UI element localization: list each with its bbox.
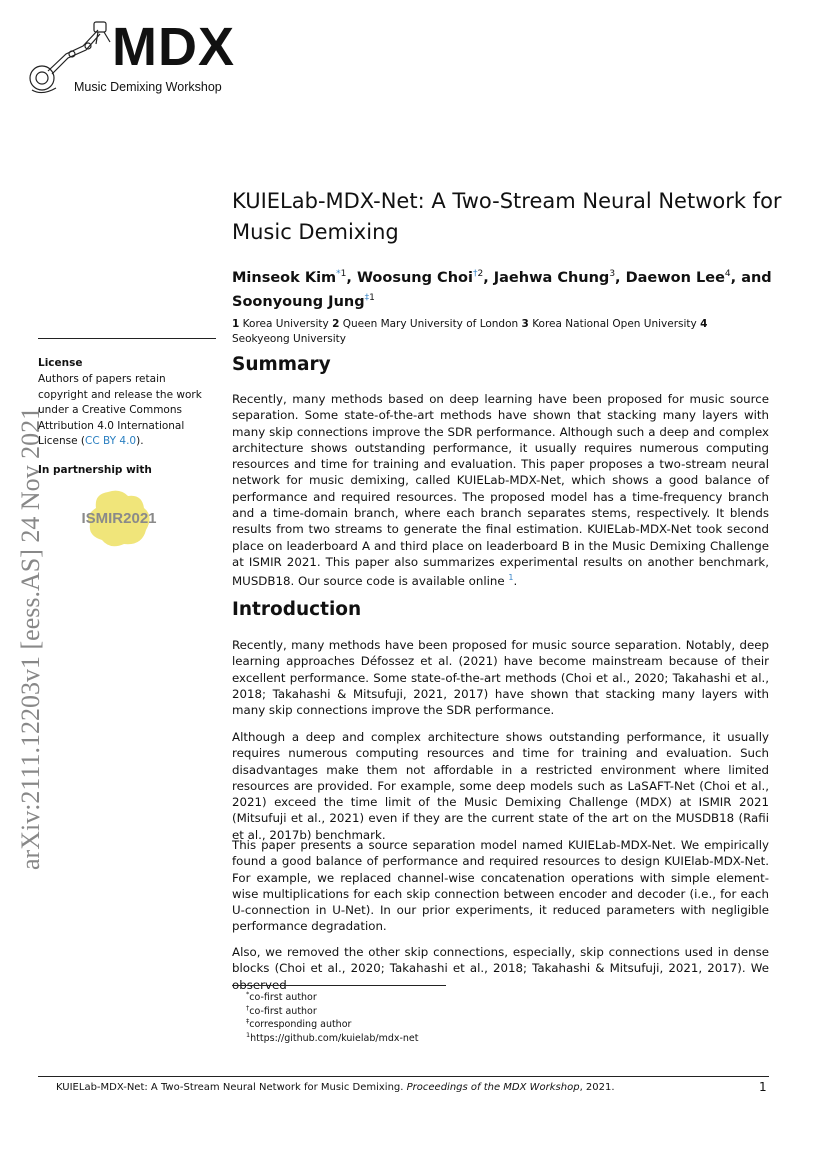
affiliation-list	[232, 317, 752, 347]
license-text	[38, 372, 213, 450]
affiliation-name: Queen Mary University of London	[342, 318, 519, 330]
arxiv-stamp: arXiv:2111.12203v1 [eess.AS] 24 Nov 2021	[16, 406, 45, 870]
author-affiliation-number: 1	[369, 292, 375, 303]
author-separator: ,	[346, 269, 357, 286]
intro-paragraph-3: This paper presents a source separation model named KUIELab-MDX-Net. We empirically found a good balance of performance and required resources to design KUIElab-MDX-Net. For example, we replaced channel-wise concatenation operations with simple element-wise multiplications for each skip connection between encoder and decoder (i.e., for each U-connection in U-Net). In our prior experiments, it reduced parameters with negligible performance degradation.	[232, 838, 769, 934]
affiliation-number: 4	[700, 318, 708, 330]
author-note-mark[interactable]: *	[336, 269, 341, 279]
author-name: Jaehwa Chung	[493, 269, 610, 286]
footer-rule	[38, 1076, 769, 1077]
affiliation-number: 3	[521, 318, 529, 330]
footnote-mark: ‡	[246, 1017, 250, 1025]
author-name: Soonyoung Jung	[232, 293, 365, 310]
license-heading: License	[38, 357, 83, 369]
author-affiliation-number: 3	[609, 269, 616, 279]
author-name: Woosung Choi	[356, 269, 473, 286]
footer-citation-text: KUIELab-MDX-Net: A Two-Stream Neural Network for Music Demixing.	[56, 1082, 404, 1093]
affiliation-number: 1	[232, 318, 240, 330]
summary-paragraph	[232, 391, 769, 589]
affiliation-name: Korea National Open University	[532, 318, 697, 330]
intro-paragraph-1: Recently, many methods have been proposed for music source separation. Notably, deep learning approaches Défossez et al. (2021) have become mainstream because of their excellent performance. Some state-of-the-art methods (Choi et al., 2020; Takahashi et al., 2018; Takahashi & Mitsufuji, 2021, 2017) have shown that stacking many layers with many skip connections improve the SDR performance.	[232, 638, 769, 718]
author-affiliation-number: 2	[477, 269, 484, 279]
intro-paragraph-2: Although a deep and complex architecture shows outstanding performance, it usually requires numerous computing resources and time for training and evaluation. Such disadvantages make them not affordable in a restricted environment where limited resources are provided. For example, some deep models such as LaSAFT-Net (Choi et al., 2021) exceed the time limit of the Music Demixing Challenge (MDX) at ISMIR 2021 (Mitsufuji et al., 2021) even if they are the current state of the art on the MUSDB18 (Rafii et al., 2017b) benchmark.	[232, 730, 769, 842]
summary-heading: Summary	[232, 354, 331, 375]
footer-citation	[56, 1082, 615, 1093]
cc-by-link[interactable]: CC BY 4.0	[85, 435, 137, 447]
footnote-text: co-first author	[249, 1006, 317, 1018]
summary-text: Recently, many methods based on deep learning have been proposed for music source separation. Some state-of-the-art methods have shown that stacking many layers with many skip connections improve the SDR performance. Although such a deep and complex architecture shows outstanding performance, it usually requires numerous computing resources and time for training and evaluation. This paper proposes a two-stream neural network for music demixing, called KUIELab-MDX-Net, which shows a good balance of performance and required resources. The proposed model has a time-frequency branch and a time-domain branch, where each branch separates stems, respectively. It blends results from two streams to generate the final estimation. KUIELab-MDX-Net took second place on leaderboard A and third place on leaderboard B in the Music Demixing Challenge at ISMIR 2021. This paper also summarizes experimental results on another benchmark, MUSDB18. Our source code is available online	[232, 392, 769, 589]
license-body: Authors of papers retain copyright and release the work under a Creative Commons Attribution 4.0 International License (	[38, 373, 202, 447]
affiliation-name: Seokyeong University	[232, 333, 346, 345]
author-separator: ,	[483, 269, 494, 286]
footnote-4	[246, 1029, 419, 1046]
footnote-1-link[interactable]: 1	[508, 573, 514, 583]
footer-year: , 2021.	[579, 1082, 615, 1093]
footnote-rule	[232, 985, 446, 986]
summary-end: .	[513, 574, 518, 589]
footnote-text: co-first author	[249, 992, 317, 1004]
author-name: Daewon Lee	[625, 269, 725, 286]
author-list	[232, 264, 772, 312]
author-separator: ,	[615, 269, 626, 286]
footnote-mark: 1	[246, 1031, 251, 1039]
footnote-mark: *	[246, 990, 250, 998]
ismir-logo-text: ISMIR2021	[81, 510, 157, 527]
page-number: 1	[759, 1080, 767, 1094]
footnote-text: corresponding author	[249, 1019, 352, 1031]
author-note-mark[interactable]: †	[472, 269, 478, 279]
affiliation-name: Korea University	[242, 318, 329, 330]
footer-venue: Proceedings of the MDX Workshop	[406, 1082, 580, 1093]
author-affiliation-number: 4	[724, 269, 731, 279]
introduction-heading: Introduction	[232, 599, 362, 620]
footnote-url[interactable]: https://github.com/kuielab/mdx-net	[250, 1033, 419, 1045]
license-close: ).	[136, 435, 144, 447]
ismir2021-logo	[76, 486, 162, 550]
logo-subtitle: Music Demixing Workshop	[74, 80, 222, 94]
sidebar-rule	[38, 338, 216, 339]
intro-paragraph-4: Also, we removed the other skip connections, especially, skip connections used in dense blocks (Choi et al., 2020; Takahashi et al., 2018; Takahashi & Mitsufuji, 2021, 2017). We observed	[232, 945, 769, 992]
partnership-heading: In partnership with	[38, 464, 152, 476]
affiliation-number: 2	[332, 318, 340, 330]
paper-title: KUIELab-MDX-Net: A Two-Stream Neural Network for Music Demixing	[232, 189, 782, 244]
author-name: Minseok Kim	[232, 269, 337, 286]
author-affiliation-number: 1	[340, 269, 347, 279]
mdx-wordmark: MDX	[112, 17, 235, 77]
author-separator: , and	[730, 269, 772, 286]
author-note-mark[interactable]: ‡	[364, 292, 370, 303]
footnote-mark: †	[246, 1004, 250, 1012]
